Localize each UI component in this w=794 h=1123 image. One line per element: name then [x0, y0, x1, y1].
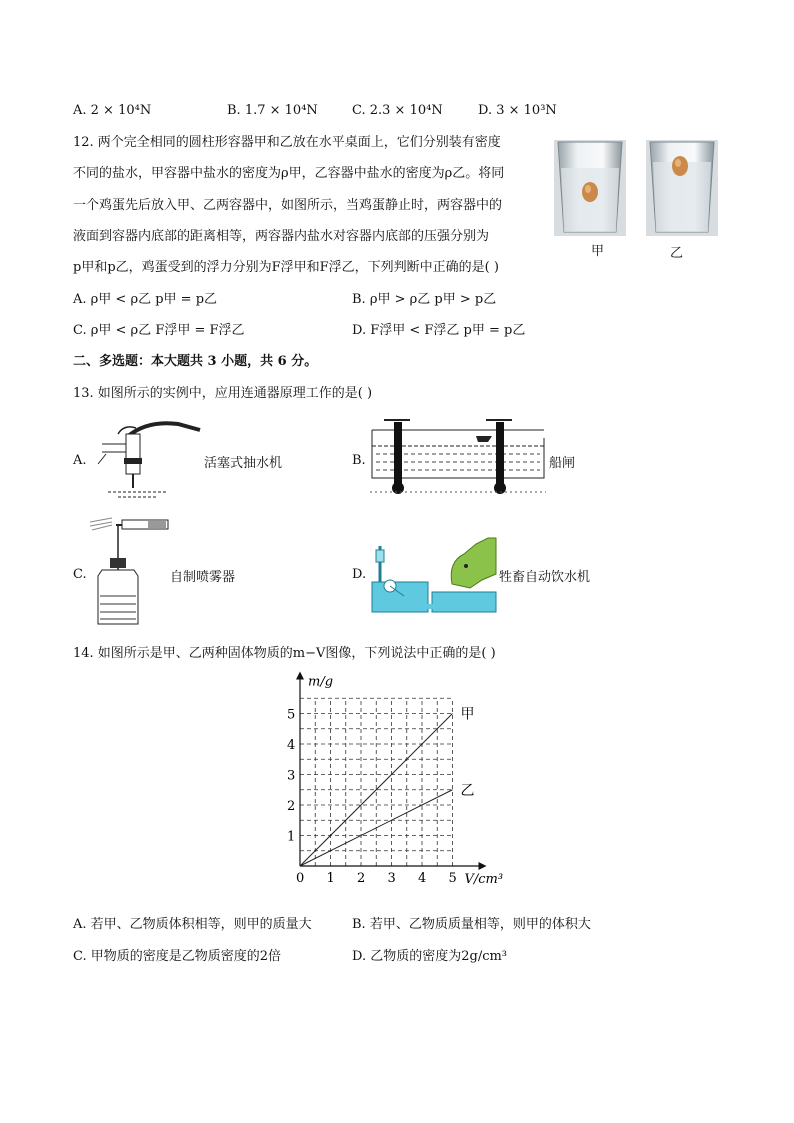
q11-option-b: B. 1.7 × 10⁴N	[227, 103, 318, 118]
x-tick-label: 3	[387, 871, 396, 886]
q14-option-b: B. 若甲、乙物质质量相等，则甲的体积大	[352, 917, 591, 932]
q11-option-c: C. 2.3 × 10⁴N	[352, 103, 443, 118]
q11-option-d: D. 3 × 10³N	[478, 103, 557, 118]
x-axis-arrow	[479, 862, 487, 870]
egg-jia	[582, 182, 598, 202]
sprayer-illustration	[88, 512, 178, 628]
q13-letter-c: C.	[73, 567, 87, 582]
pump-illustration	[88, 414, 208, 500]
series-label-1: 甲	[460, 706, 475, 723]
q13-caption-b: 船闸	[549, 456, 576, 471]
q13-caption-a: 活塞式抽水机	[204, 456, 283, 471]
q12-option-b: B. ρ甲 > ρ乙 p甲 > p乙	[352, 292, 497, 307]
x-tick-label: 1	[326, 871, 335, 886]
cup-label-yi: 乙	[670, 246, 684, 261]
m-v-chart	[282, 668, 514, 890]
q14-stem: 14. 如图所示是甲、乙两种固体物质的m−V图像，下列说法中正确的是( )	[73, 646, 496, 661]
y-axis-arrow	[296, 672, 304, 680]
glass-jia	[554, 140, 626, 236]
q12-line-2: 不同的盐水，甲容器中盐水的密度为ρ甲，乙容器中盐水的密度为ρ乙。将同	[73, 166, 505, 181]
q13-stem: 13. 如图所示的实例中，应用连通器原理工作的是( )	[73, 386, 373, 401]
egg-yi	[672, 156, 688, 176]
q14-option-c: C. 甲物质的密度是乙物质密度的2倍	[73, 949, 282, 964]
q13-caption-d: 牲畜自动饮水机	[499, 570, 591, 585]
y-tick-label: 3	[287, 768, 296, 784]
x-axis-label: V/cm³	[464, 872, 504, 887]
q13-letter-d: D.	[352, 567, 367, 582]
section-title: 二、多选题：本大题共 3 小题，共 6 分。	[73, 354, 318, 369]
q12-egg-figure	[552, 138, 722, 238]
q13-letter-b: B.	[352, 453, 366, 468]
x-tick-label: 5	[448, 871, 457, 886]
cup-label-jia: 甲	[591, 244, 605, 259]
livestock-drinker-illustration	[370, 534, 498, 614]
q11-option-a: A. 2 × 10⁴N	[73, 103, 152, 118]
q14-option-d: D. 乙物质的密度为2g/cm³	[352, 949, 508, 964]
y-tick-label: 5	[287, 707, 296, 723]
q12-line-3: 一个鸡蛋先后放入甲、乙两容器中，如图所示，当鸡蛋静止时，两容器中的	[73, 198, 503, 213]
q12-line-1: 12. 两个完全相同的圆柱形容器甲和乙放在水平桌面上，它们分别装有密度	[73, 135, 501, 150]
x-tick-label: 4	[418, 871, 427, 886]
q12-option-d: D. F浮甲 < F浮乙 p甲 = p乙	[352, 323, 526, 338]
q13-letter-a: A.	[73, 453, 87, 468]
q12-line-4: 液面到容器内底部的距离相等，两容器内盐水对容器内底部的压强分别为	[73, 229, 490, 244]
y-tick-label: 2	[287, 799, 296, 814]
x-tick-label: 0	[296, 871, 305, 886]
q13-caption-c: 自制喷雾器	[170, 570, 236, 585]
series-label-2: 乙	[460, 782, 475, 799]
q12-line-5: p甲和p乙，鸡蛋受到的浮力分别为F浮甲和F浮乙，下列判断中正确的是( )	[73, 260, 499, 275]
x-tick-label: 2	[357, 871, 366, 886]
y-tick-label: 4	[287, 738, 296, 753]
q12-option-c: C. ρ甲 < ρ乙 F浮甲 = F浮乙	[73, 323, 245, 338]
q14-option-a: A. 若甲、乙物质体积相等，则甲的质量大	[73, 917, 312, 932]
y-axis-label: m/g	[308, 674, 334, 690]
q12-option-a: A. ρ甲 < ρ乙 p甲 = p乙	[73, 292, 218, 307]
glass-yi	[646, 140, 718, 236]
y-tick-label: 1	[287, 829, 296, 845]
ship-lock-illustration	[370, 416, 546, 498]
